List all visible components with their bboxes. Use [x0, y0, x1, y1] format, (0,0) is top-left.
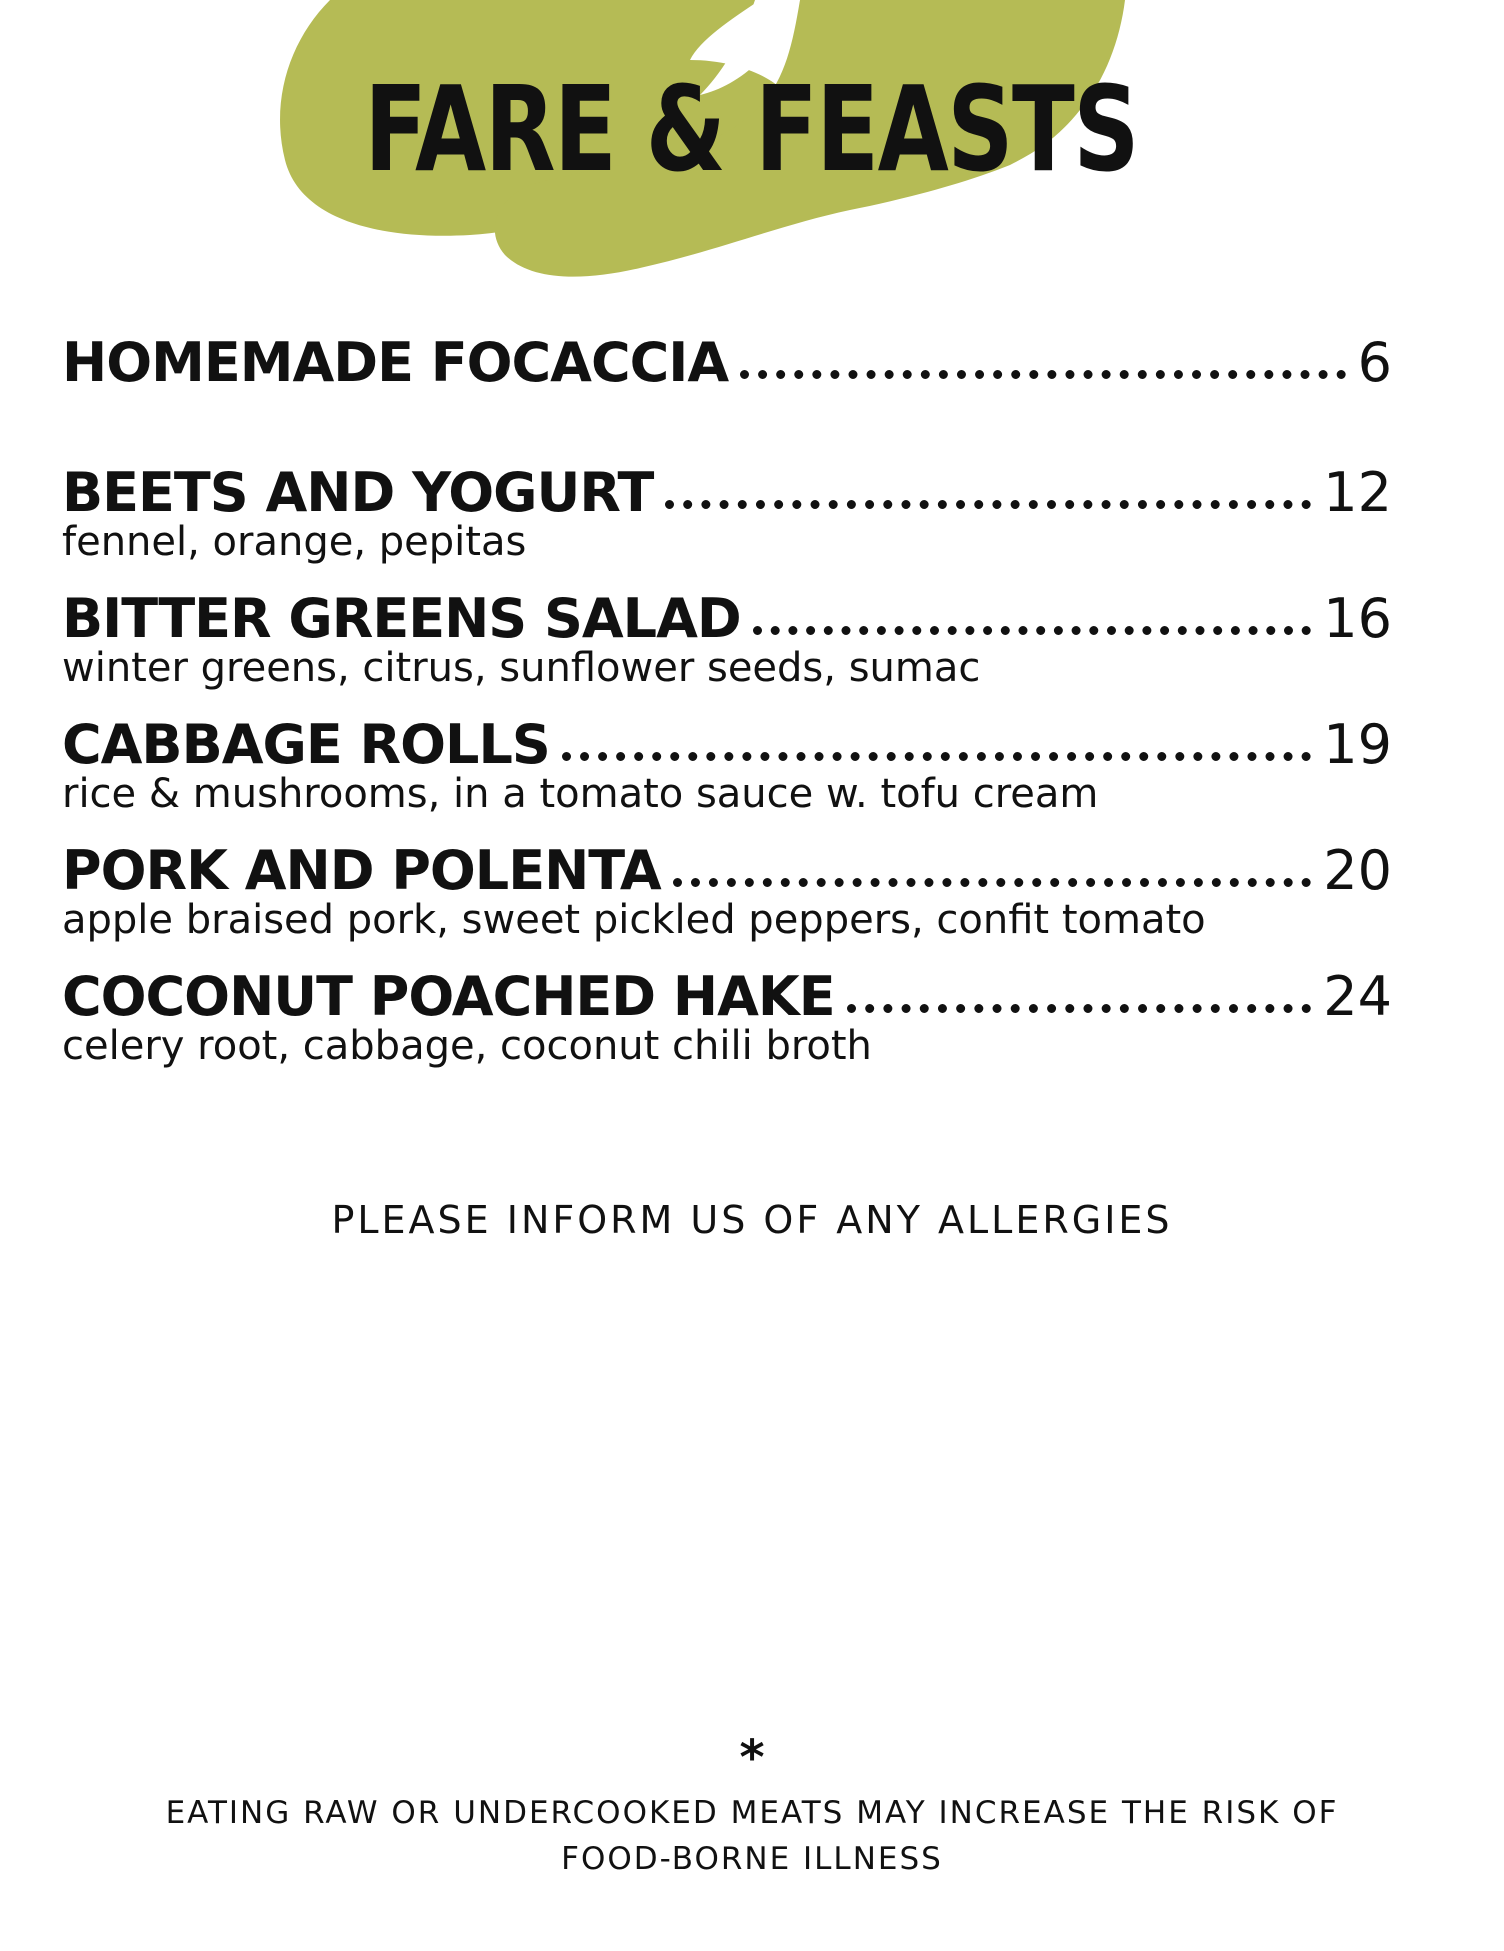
menu-item-name: BITTER GREENS SALAD: [62, 587, 741, 650]
menu-item-row: [62, 838, 1392, 904]
menu-list: [62, 330, 1392, 1068]
dot-leader: [753, 626, 1312, 635]
menu-item-price: 20: [1323, 839, 1392, 902]
menu-item: [62, 712, 1392, 816]
menu-item: [62, 586, 1392, 690]
warning-line: EATING RAW OR UNDERCOOKED MEATS MAY INCREASE THE RISK OF: [165, 1795, 1339, 1831]
food-safety-warning: [0, 1790, 1504, 1882]
menu-item-description: fennel, orange, pepitas: [62, 519, 527, 565]
menu-item-description: celery root, cabbage, coconut chili broth: [62, 1023, 872, 1069]
menu-item-price: 19: [1323, 713, 1392, 776]
menu-item: [62, 964, 1392, 1068]
restaurant-title: FARE & FEASTS: [364, 60, 1138, 198]
menu-item-price: 16: [1323, 587, 1392, 650]
dot-leader: [665, 500, 1311, 509]
menu-item-description: rice & mushrooms, in a tomato sauce w. tofu cream: [62, 771, 1099, 817]
dot-leader: [673, 878, 1312, 887]
dot-leader: [740, 370, 1346, 379]
allergy-notice: PLEASE INFORM US OF ANY ALLERGIES: [331, 1198, 1173, 1242]
menu-item: [62, 330, 1392, 396]
menu-item: [62, 460, 1392, 564]
menu-item-description: apple braised pork, sweet pickled peppers, confit tomato: [62, 897, 1206, 943]
menu-item-name: BEETS AND YOGURT: [62, 461, 654, 524]
menu-item-row: [62, 586, 1392, 652]
dot-leader: [847, 1004, 1312, 1013]
menu-item-price: 12: [1323, 461, 1392, 524]
menu-item-price: 6: [1357, 331, 1392, 394]
warning-line: FOOD-BORNE ILLNESS: [561, 1841, 943, 1877]
menu-item-name: HOMEMADE FOCACCIA: [62, 331, 729, 394]
menu-item-name: PORK AND POLENTA: [62, 839, 661, 902]
menu-item-row: [62, 712, 1392, 778]
menu-item: [62, 838, 1392, 942]
menu-item-price: 24: [1323, 965, 1392, 1028]
asterisk-icon: *: [739, 1730, 765, 1786]
menu-item-name: COCONUT POACHED HAKE: [62, 965, 835, 1028]
menu-item-row: [62, 460, 1392, 526]
menu-item-description: winter greens, citrus, sunflower seeds, sumac: [62, 645, 981, 691]
dot-leader: [562, 752, 1312, 761]
menu-item-row: [62, 330, 1392, 396]
menu-item-row: [62, 964, 1392, 1030]
menu-item-name: CABBAGE ROLLS: [62, 713, 550, 776]
